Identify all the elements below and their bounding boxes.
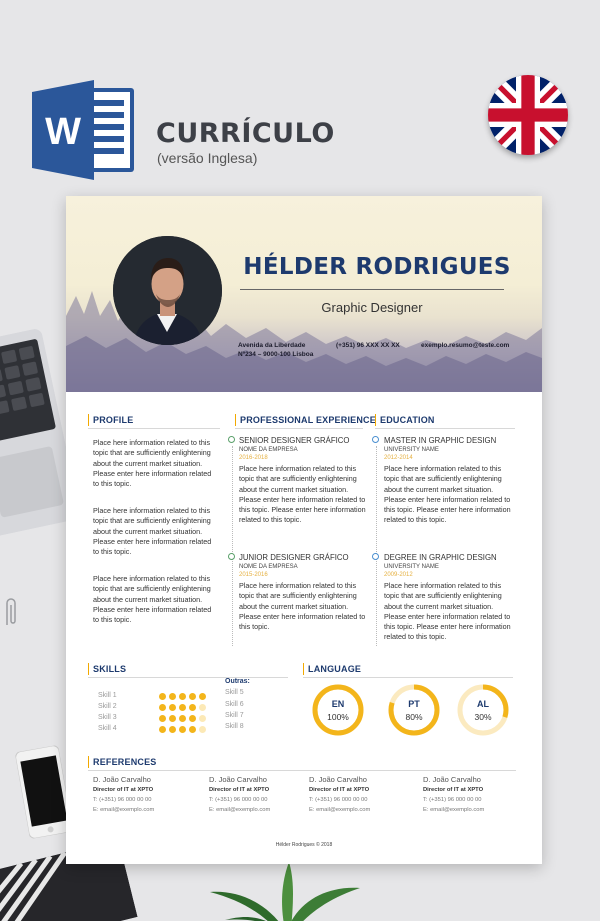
skill-level-dot [189, 726, 196, 733]
job-title: JUNIOR DESIGNER GRÁFICO [239, 553, 349, 562]
reference-email: E: email@exemplo.com [93, 807, 155, 813]
skill-level-dot [199, 693, 206, 700]
education-rule [375, 428, 515, 429]
skill-level-dot [179, 715, 186, 722]
skill-label: Skill 1 [98, 692, 117, 699]
skill-level-dot [179, 726, 186, 733]
skill-level-dot [159, 726, 166, 733]
phone-number: (+351) 96 XXX XX XX [336, 342, 400, 349]
education-years: 2012-2014 [384, 455, 413, 461]
language-heading: LANGUAGE [303, 663, 361, 675]
language-code: AL [477, 699, 489, 709]
reference-name: D. João Carvalho [423, 775, 481, 784]
language-percent: 100% [327, 712, 349, 722]
page-subtitle: (versão Inglesa) [157, 150, 258, 166]
skill-level-dot [199, 704, 206, 711]
reference-role: Director of IT at XPTO [209, 787, 270, 793]
skill-level-dot [199, 726, 206, 733]
skill-level-dot [169, 726, 176, 733]
degree-title: MASTER IN GRAPHIC DESIGN [384, 436, 497, 445]
job-years: 2015-2016 [239, 572, 268, 578]
reference-email: E: email@exemplo.com [209, 807, 271, 813]
resume-role: Graphic Designer [321, 300, 423, 315]
skill-level-dot [159, 693, 166, 700]
language-percent: 80% [405, 712, 423, 722]
other-skill: Skill 5 [225, 689, 244, 696]
experience-heading: PROFESSIONAL EXPERIENCE [235, 414, 376, 426]
skill-level-dot [169, 693, 176, 700]
reference-role: Director of IT at XPTO [309, 787, 370, 793]
reference-role: Director of IT at XPTO [423, 787, 484, 793]
microsoft-word-icon [32, 78, 136, 182]
svg-text:W: W [45, 111, 81, 153]
experience-timeline [232, 446, 233, 646]
smartphone-image [15, 745, 74, 839]
skill-level-dot [199, 715, 206, 722]
skill-label: Skill 2 [98, 703, 117, 710]
language-code: PT [408, 699, 420, 709]
reference-name: D. João Carvalho [93, 775, 151, 784]
profile-paragraph: Place here information related to this topic that are sufficiently enlightening about the current market situation. Please enter here information related to this topic. [93, 438, 212, 489]
education-heading: EDUCATION [375, 414, 435, 426]
address-line-2: Nº234 – 9000-100 Lisboa [238, 351, 314, 358]
references-rule [88, 770, 516, 771]
other-skill: Skill 8 [225, 723, 244, 730]
reference-role: Director of IT at XPTO [93, 787, 154, 793]
skill-level-dot [179, 704, 186, 711]
education-years: 2009-2012 [384, 572, 413, 578]
reference-email: E: email@exemplo.com [423, 807, 485, 813]
school-name: UNIVERSITY NAME [384, 447, 439, 453]
references-heading: REFERENCES [88, 756, 157, 768]
job-company: NOME DA EMPRESA [239, 564, 298, 570]
job-title: SENIOR DESIGNER GRÁFICO [239, 436, 350, 445]
degree-title: DEGREE IN GRAPHIC DESIGN [384, 553, 497, 562]
plant-image [205, 860, 365, 921]
reference-email: E: email@exemplo.com [309, 807, 371, 813]
profile-photo [113, 236, 222, 345]
skill-level-dot [169, 704, 176, 711]
name-divider [240, 289, 504, 290]
uk-flag-icon [488, 75, 568, 155]
timeline-dot [372, 553, 379, 560]
profile-heading: PROFILE [88, 414, 133, 426]
language-code: EN [331, 699, 345, 709]
experience-rule [235, 428, 363, 429]
profile-paragraph: Place here information related to this topic that are sufficiently enlightening about the current market situation. Please enter here information related to this topic. [93, 506, 212, 557]
education-description: Place here information related to this topic that are sufficiently enlightening about the current market situation. Please enter here information related to this topic. Please enter here information related to this topic. [384, 581, 511, 642]
resume-document [66, 196, 542, 864]
address [238, 341, 313, 359]
other-skill: Skill 7 [225, 712, 244, 719]
reference-phone: T: (+351) 96 000 00 00 [209, 797, 268, 803]
job-years: 2016-2018 [239, 455, 268, 461]
job-description: Place here information related to this topic that are sufficiently enlightening about the current market situation. Please enter here information related to this topic. Please enter here information related to this topic. [239, 464, 366, 525]
language-rings [296, 680, 526, 740]
education-timeline [376, 446, 377, 646]
skill-level-dot [159, 704, 166, 711]
job-description: Place here information related to this topic that are sufficiently enlightening about the current market situation. Please enter here information related to this topic. [239, 581, 366, 632]
skill-label: Skill 4 [98, 725, 117, 732]
language-ring-progress [315, 687, 361, 733]
timeline-dot [228, 436, 235, 443]
resume-name: HÉLDER RODRIGUES [243, 254, 511, 280]
skill-level-dot [189, 715, 196, 722]
email-address: exemplo.resumo@teste.com [421, 342, 510, 349]
reference-phone: T: (+351) 96 000 00 00 [423, 797, 482, 803]
skill-level-dot [169, 715, 176, 722]
skills-heading: SKILLS [88, 663, 126, 675]
reference-phone: T: (+351) 96 000 00 00 [309, 797, 368, 803]
other-skills-heading: Outras: [225, 678, 250, 685]
skills-rule [88, 677, 288, 678]
language-percent: 30% [474, 712, 492, 722]
skill-level-dot [189, 693, 196, 700]
skill-level-dot [189, 704, 196, 711]
education-description: Place here information related to this topic that are sufficiently enlightening about the current market situation. Please enter here information related to this topic. Please enter here information related to this topic. [384, 464, 511, 525]
resume-banner [66, 196, 542, 392]
timeline-dot [372, 436, 379, 443]
skill-level-dot [159, 715, 166, 722]
resume-footer: Hélder Rodrigues © 2018 [275, 842, 333, 848]
skill-label: Skill 3 [98, 714, 117, 721]
timeline-dot [228, 553, 235, 560]
profile-paragraph: Place here information related to this topic that are sufficiently enlightening about the current market situation. Please enter here information related to this topic. [93, 574, 212, 625]
reference-name: D. João Carvalho [209, 775, 267, 784]
address-line-1: Avenida da Liberdade [238, 342, 306, 349]
page-title: CURRÍCULO [156, 118, 335, 149]
reference-name: D. João Carvalho [309, 775, 367, 784]
school-name: UNIVERSITY NAME [384, 564, 439, 570]
skill-level-dot [179, 693, 186, 700]
language-rule [303, 677, 513, 678]
paperclip-icon [3, 595, 19, 631]
profile-rule [88, 428, 220, 429]
reference-phone: T: (+351) 96 000 00 00 [93, 797, 152, 803]
job-company: NOME DA EMPRESA [239, 447, 298, 453]
other-skill: Skill 6 [225, 701, 244, 708]
